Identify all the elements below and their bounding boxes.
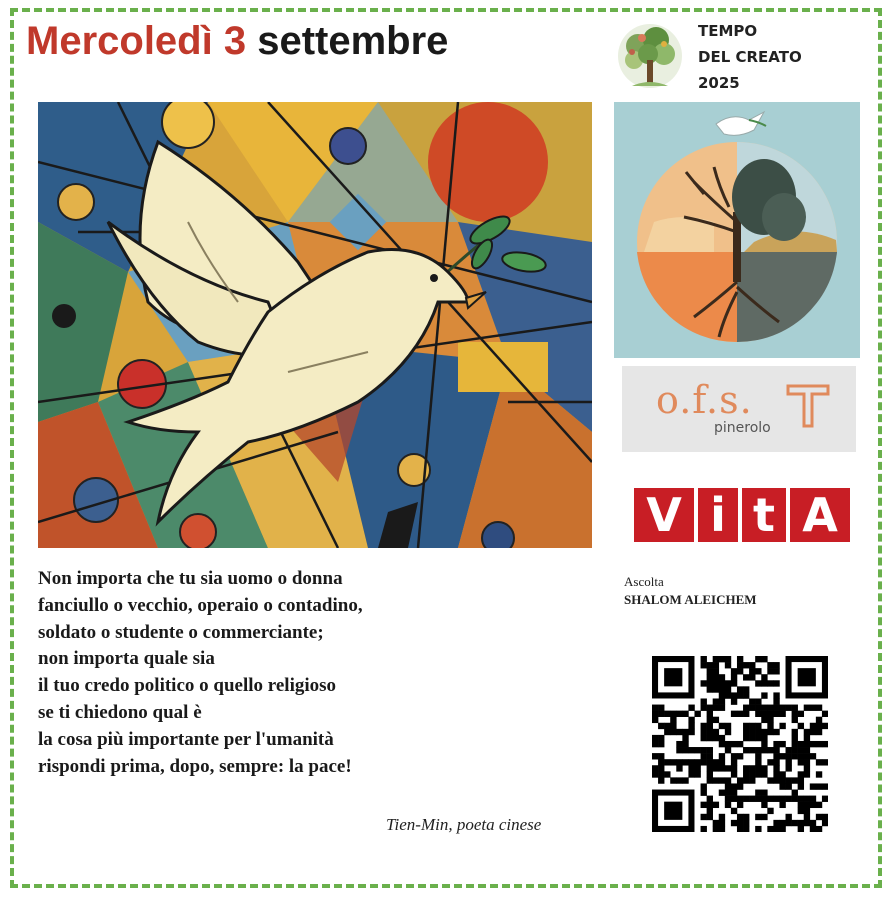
ofs-logo-text: o.f.s. [656, 378, 753, 422]
tempo-line-3: 2025 [698, 74, 740, 92]
ofs-pinerolo-logo [622, 366, 856, 452]
listen-label: Ascolta [624, 574, 664, 589]
song-title: SHALOM ALEICHEM [624, 592, 757, 607]
poem [38, 566, 363, 780]
date-month: settembre [257, 19, 449, 63]
poem-line: se ti chiedono qual è [38, 701, 202, 723]
vita-letter-a: A [790, 488, 850, 542]
poem-line: la cosa più importante per l'umanità [38, 728, 334, 750]
poem-line: fanciullo o vecchio, operaio o contadino, [38, 594, 363, 616]
tempo-del-creato-title [698, 18, 802, 96]
vita-letter-i: i [698, 488, 738, 542]
creation-dove-tree-logo [614, 102, 860, 358]
qr-code-icon[interactable] [652, 656, 828, 832]
ofs-logo-subtitle: pinerolo [714, 420, 771, 436]
poem-line: rispondi prima, dopo, sempre: la pace! [38, 755, 352, 777]
poem-line: non importa quale sia [38, 648, 215, 670]
tempo-line-2: DEL CREATO [698, 48, 802, 66]
poem-line: il tuo credo politico o quello religioso [38, 675, 337, 697]
poem-line: Non importa che tu sia uomo o donna [38, 568, 343, 589]
page-date [26, 18, 448, 64]
tau-cross-icon [786, 382, 830, 428]
tree-logo-icon [612, 22, 688, 92]
vita-logo [634, 488, 850, 542]
vita-letter-t: t [742, 488, 786, 542]
poem-attribution: Tien-Min, poeta cinese [386, 815, 542, 834]
poem-line: soldato o studente o commerciante; [38, 621, 324, 643]
dove-painting [38, 102, 592, 548]
date-day: Mercoledì 3 [26, 19, 247, 63]
vita-letter-v: V [634, 488, 694, 542]
tempo-line-1: TEMPO [698, 22, 758, 40]
